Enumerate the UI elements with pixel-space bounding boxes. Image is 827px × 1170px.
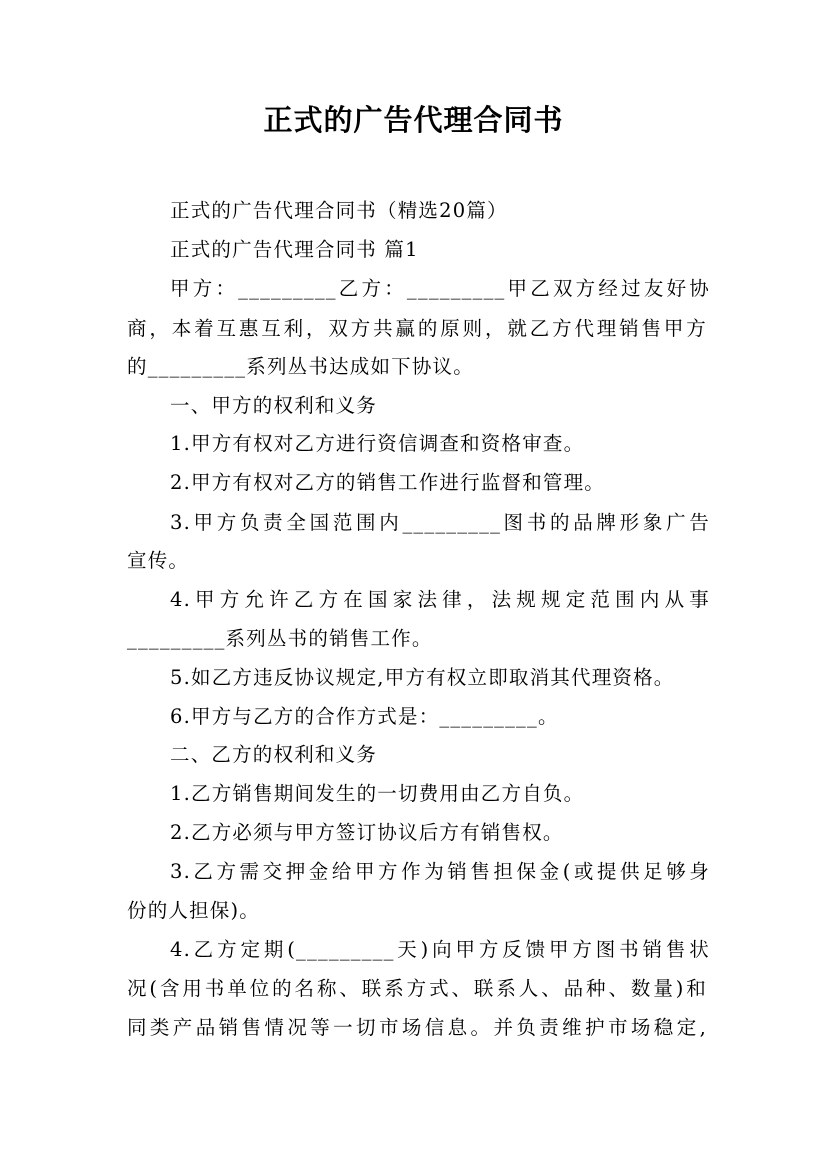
paragraph-line: 的_________系列丛书达成如下协议。 [127, 355, 474, 378]
document-title: 正式的广告代理合同书 [263, 103, 564, 137]
paragraph-line: 甲方：_________乙方：_________甲乙双方经过友好协 [170, 277, 710, 300]
section-heading-line: 正式的广告代理合同书 篇1 [170, 238, 419, 261]
clause-item: 1.乙方销售期间发生的一切费用由乙方自负。 [170, 782, 585, 805]
clause-item: 1.甲方有权对乙方进行资信调查和资格审查。 [170, 432, 585, 455]
clause-item: 4.甲方允许乙方在国家法律，法规规定范围内从事 [170, 588, 710, 611]
clause-item: 4.乙方定期(_________天)向甲方反馈甲方图书销售状 [170, 938, 710, 961]
clause-item-continuation: 宣传。 [127, 549, 190, 572]
clause-item: 3.甲方负责全国范围内_________图书的品牌形象广告 [170, 511, 710, 534]
clause-heading: 二、乙方的权利和义务 [170, 743, 378, 766]
clause-item: 3.乙方需交押金给甲方作为销售担保金(或提供足够身 [170, 860, 710, 883]
clause-item-continuation: _________系列丛书的销售工作。 [127, 627, 433, 650]
clause-heading: 一、甲方的权利和义务 [170, 394, 378, 417]
subtitle-line: 正式的广告代理合同书（精选20篇） [170, 199, 508, 222]
clause-item: 6.甲方与乙方的合作方式是：_________。 [170, 705, 559, 728]
clause-item: 2.乙方必须与甲方签订协议后方有销售权。 [170, 821, 564, 844]
clause-item: 5.如乙方违反协议规定,甲方有权立即取消其代理资格。 [170, 666, 675, 689]
paragraph-line: 商，本着互惠互利，双方共赢的原则，就乙方代理销售甲方 [127, 317, 707, 340]
clause-item-continuation: 同类产品销售情况等一切市场信息。并负责维护市场稳定, [127, 1016, 707, 1039]
clause-item: 2.甲方有权对乙方的销售工作进行监督和管理。 [170, 471, 606, 494]
clause-item-continuation: 份的人担保)。 [127, 899, 261, 922]
clause-item-continuation: 况(含用书单位的名称、联系方式、联系人、品种、数量)和 [127, 977, 707, 1000]
